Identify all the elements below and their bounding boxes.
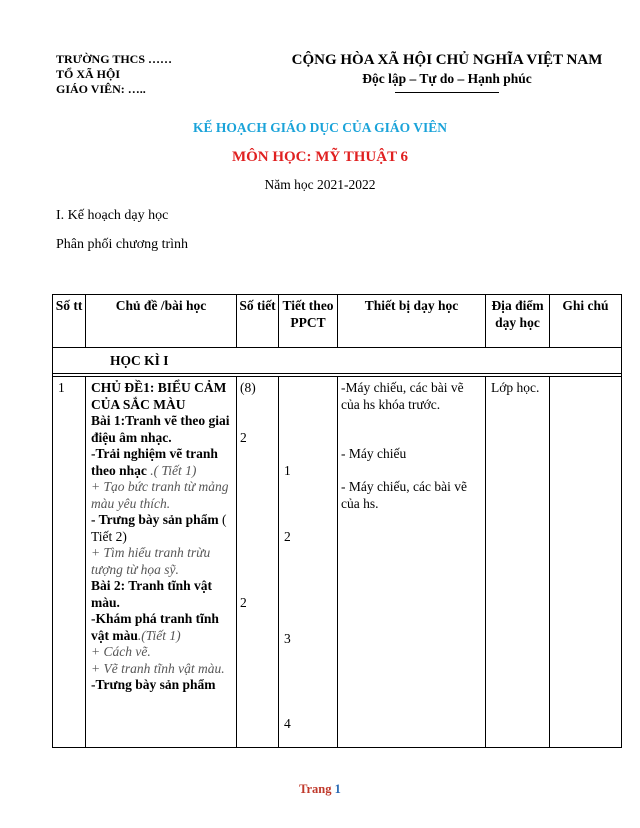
table-line — [52, 373, 622, 374]
table-line — [85, 294, 86, 347]
document-title: KẾ HOẠCH GIÁO DỤC CỦA GIÁO VIÊN — [192, 120, 448, 135]
table-line — [337, 294, 338, 347]
ppct-number: 1 — [284, 463, 291, 478]
equipment-item: - Máy chiếu — [341, 446, 407, 461]
equipment-item: -Máy chiếu, các bài vẽ của hs khóa trước. — [341, 380, 464, 412]
row-stt: 1 — [58, 380, 65, 395]
topic-title: CHỦ ĐỀ1: BIỂU CẢM CỦA SẮC MÀU — [91, 380, 227, 412]
table-line — [278, 294, 279, 347]
ppct-number: 3 — [284, 631, 291, 646]
periods-lesson: 2 — [240, 595, 247, 610]
lesson-title: Bài 2: Tranh tĩnh vật màu. — [91, 578, 213, 610]
school-year: Năm học 2021-2022 — [264, 177, 376, 192]
activity-subitem: + Tạo bức tranh từ mảng màu yêu thích. — [91, 479, 229, 511]
subject-title: MÔN HỌC: MỸ THUẬT 6 — [231, 149, 409, 165]
page-number: 1 — [334, 782, 341, 796]
table-line — [485, 294, 486, 347]
semester-label: HỌC KÌ I — [110, 353, 169, 368]
table-line — [549, 294, 550, 347]
periods-total: (8) — [240, 380, 256, 395]
ppct-number: 4 — [284, 716, 291, 731]
activity-item: -Trải nghiệm vẽ tranh theo nhạc .( Tiết 1) — [91, 446, 218, 478]
teacher-name: GIÁO VIÊN: ….. — [56, 82, 146, 96]
activity-item: -Khám phá tranh tĩnh vật màu.(Tiết 1) — [91, 611, 219, 643]
header-stt: Số tt — [55, 298, 83, 313]
activity-item: - Trưng bày sản phẩm ( Tiết 2) — [91, 512, 227, 544]
school-name: TRƯỜNG THCS …… — [56, 52, 173, 66]
table-line — [337, 376, 338, 748]
group-name: TỔ XÃ HỘI — [56, 67, 121, 81]
motto: Độc lập – Tự do – Hạnh phúc — [362, 71, 532, 86]
place-value: Lớp học. — [491, 380, 540, 395]
lesson-title: Bài 1:Tranh vẽ theo giai điệu âm nhạc. — [91, 413, 230, 445]
header-ppct: Tiết theo PPCT — [282, 298, 334, 330]
table-line — [485, 376, 486, 748]
table-line — [549, 376, 550, 748]
motto-underline — [395, 92, 499, 93]
equipment-item: - Máy chiếu, các bài vẽ của hs. — [341, 479, 467, 511]
table-line — [278, 376, 279, 748]
table-line — [621, 294, 622, 748]
table-line — [85, 376, 86, 748]
table-line — [52, 294, 53, 748]
periods-lesson: 2 — [240, 430, 247, 445]
section-subheading: Phân phối chương trình — [56, 237, 189, 252]
activity-item: -Trưng bày sản phẩm — [91, 677, 216, 692]
ppct-number: 2 — [284, 529, 291, 544]
section-heading: I. Kế hoạch dạy học — [56, 208, 169, 223]
header-periods: Số tiết — [239, 298, 276, 313]
header-note: Ghi chú — [562, 298, 609, 313]
activity-subitem: + Cách vẽ. — [91, 644, 151, 659]
header-equipment: Thiết bị dạy học — [364, 298, 459, 313]
header-left — [56, 52, 172, 97]
activity-subitem: + Tìm hiểu tranh trừu tượng từ họa sỹ. — [91, 545, 211, 577]
nation-title: CỘNG HÒA XÃ HỘI CHỦ NGHĨA VIỆT NAM — [291, 52, 603, 68]
header-place: Địa điểm dạy học — [491, 298, 544, 330]
page-footer — [0, 782, 640, 797]
table-line — [52, 347, 622, 348]
table-line — [236, 294, 237, 347]
curriculum-table — [52, 294, 622, 748]
header-right — [282, 50, 612, 93]
table-line — [236, 376, 237, 748]
row-topic — [91, 380, 231, 694]
page-label: Trang — [299, 782, 332, 796]
activity-subitem: + Vẽ tranh tĩnh vật màu. — [91, 660, 225, 676]
header-topic: Chủ đề /bài học — [115, 298, 207, 313]
